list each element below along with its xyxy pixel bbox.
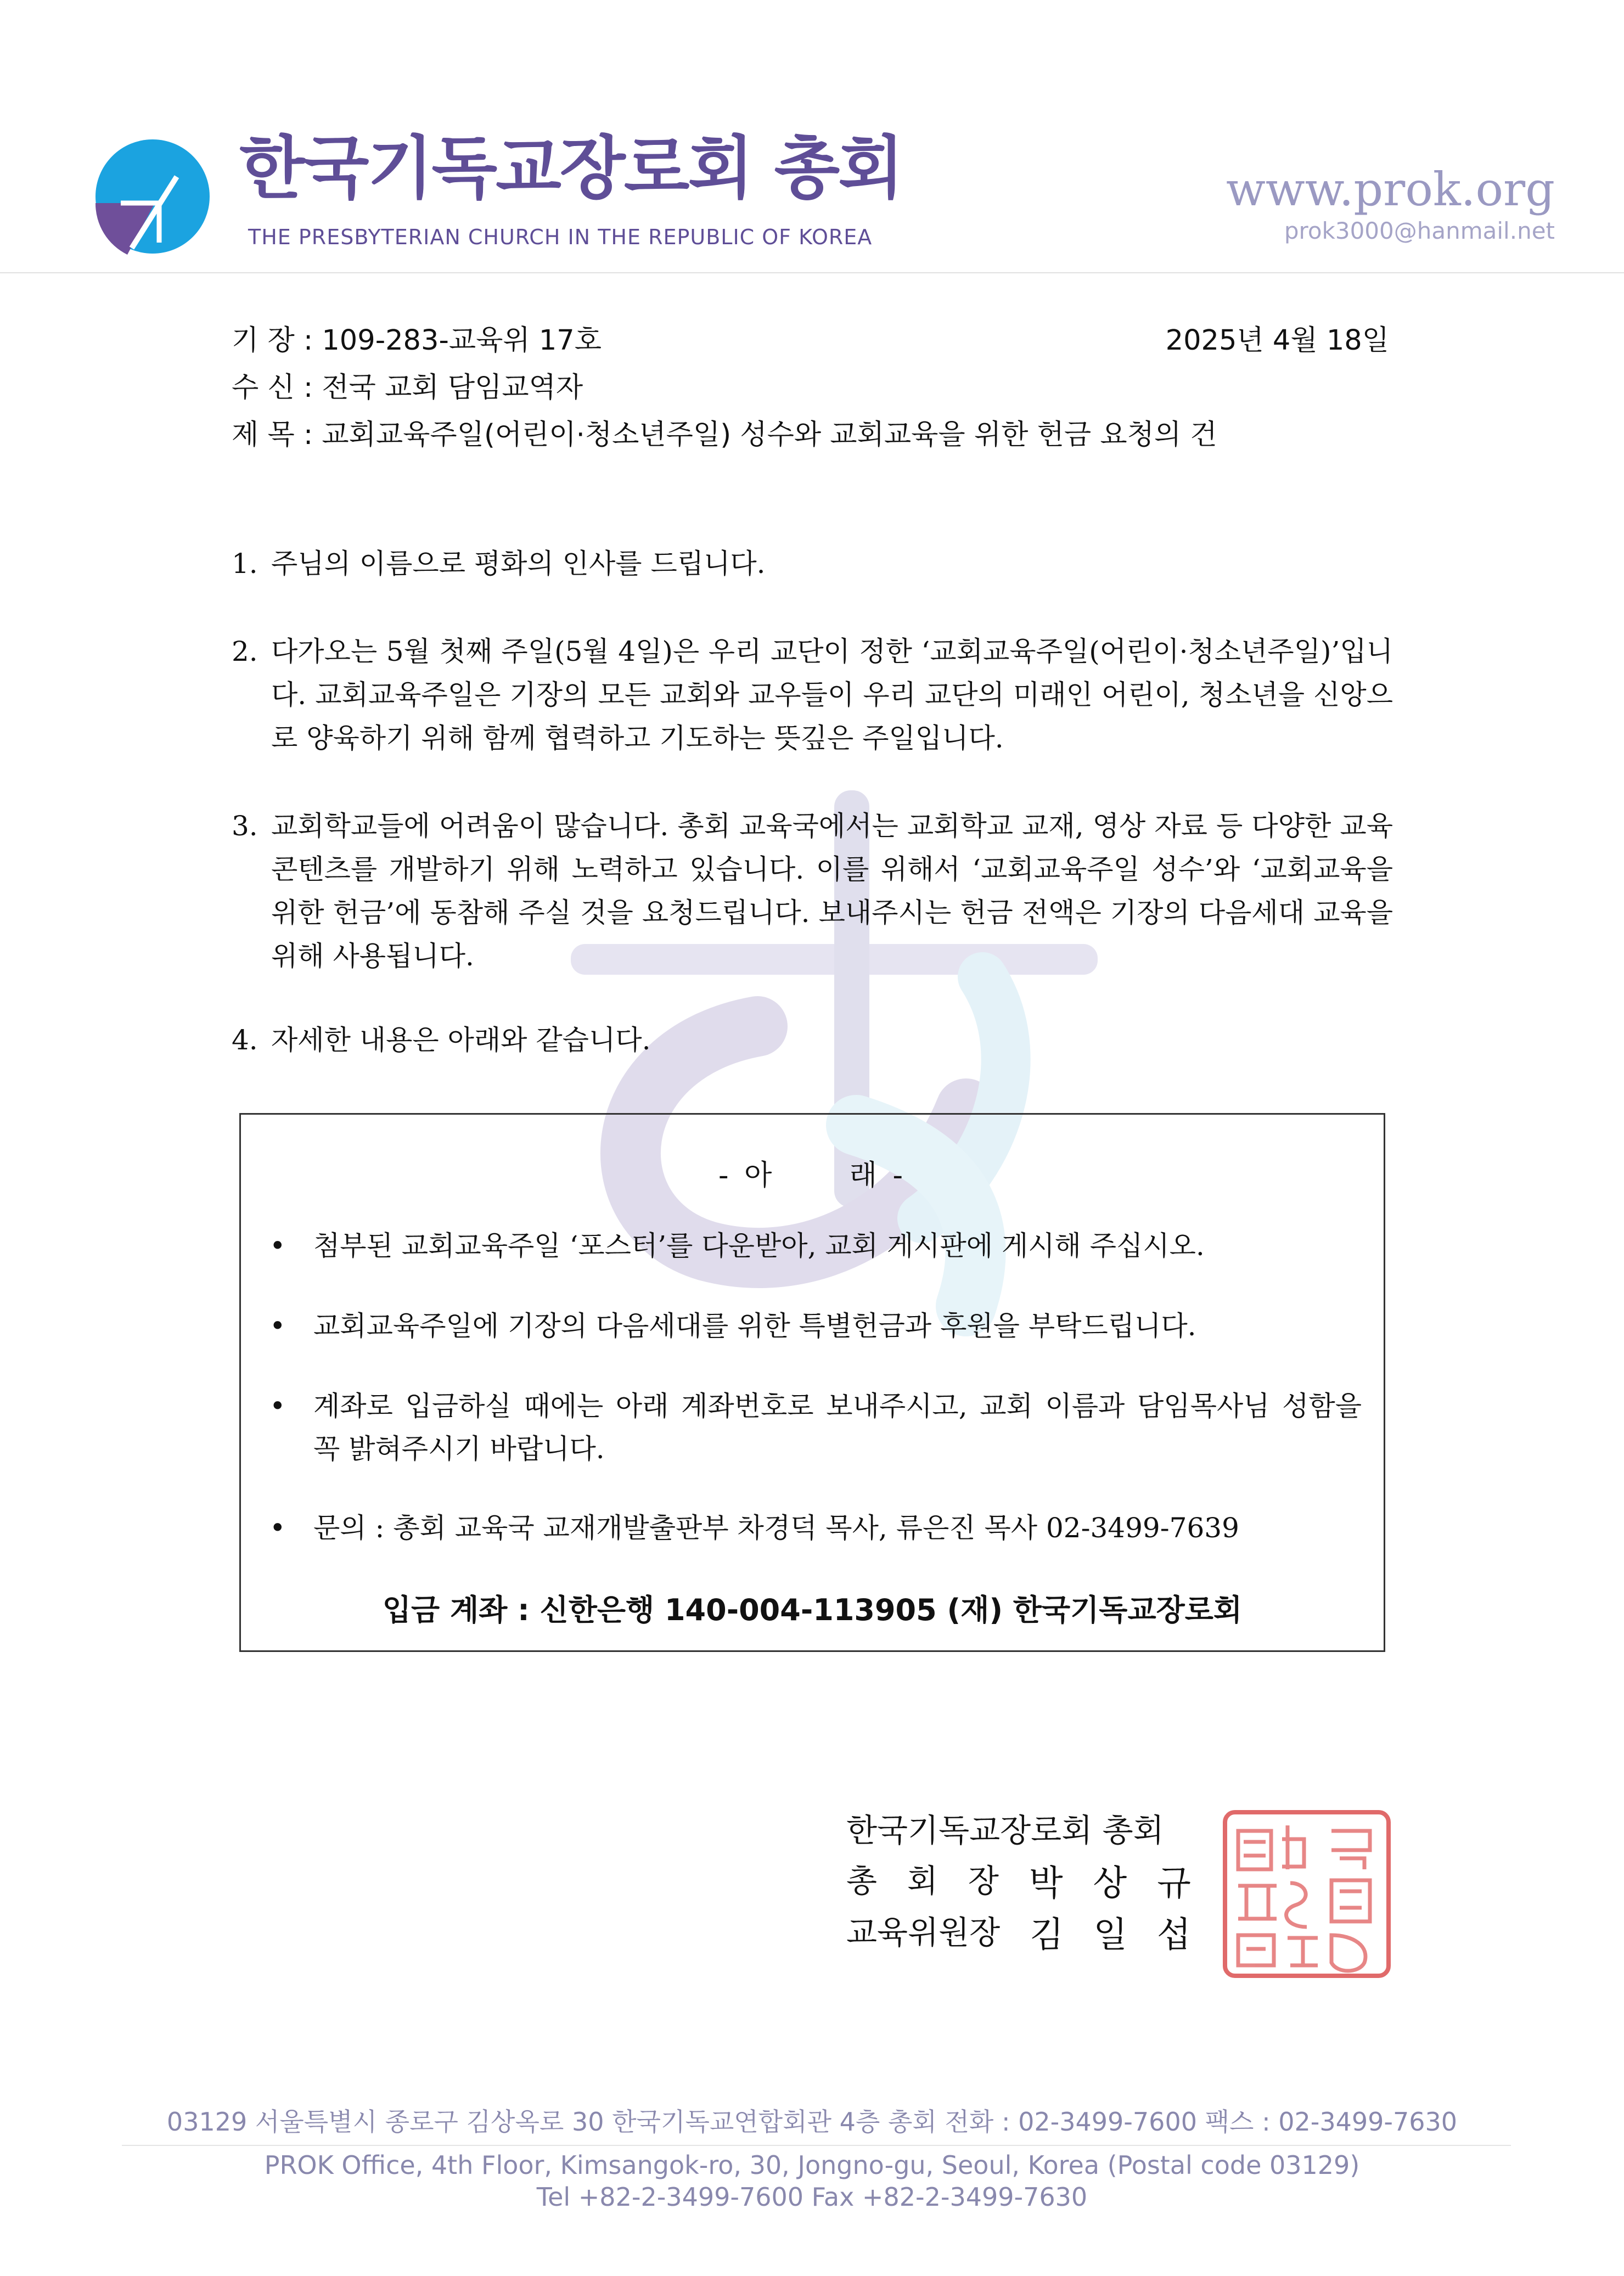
chair-title: 교육위원장: [846, 1914, 1001, 1951]
title-char: 회: [907, 1862, 938, 1900]
notice-item: [269, 1385, 1362, 1470]
prok-logo-icon: [94, 138, 211, 255]
paragraph-2: [232, 630, 1393, 760]
name-char: 상: [1093, 1863, 1127, 1904]
subject-value: 교회교육주일(어린이·청소년주일) 성수와 교회교육을 위한 헌금 요청의 건: [322, 419, 1217, 451]
notice-item-text: 계좌로 입금하실 때에는 아래 계좌번호로 보내주시고, 교회 이름과 담임목사님 성함을 꼭 밝혀주시기 바랍니다.: [313, 1390, 1362, 1465]
header-divider: [0, 272, 1624, 273]
bullet-icon: •: [269, 1230, 286, 1262]
paragraph-text: 자세한 내용은 아래와 같습니다.: [271, 1024, 651, 1056]
bullet-icon: •: [269, 1390, 286, 1422]
footer-address-korean: 03129 서울특별시 종로구 김상옥로 30 한국기독교연합회관 4층 총회 전화 : 02-3499-7600 팩스 : 02-3499-7630: [166, 2107, 1458, 2137]
notice-item: [269, 1507, 1362, 1549]
paragraph-number: 3.: [232, 810, 258, 842]
bank-account: 입금 계좌 : 신한은행 140-004-113905 (재) 한국기독교장로회: [382, 1593, 1243, 1627]
org-name-korean: 한국기독교장로회 총회: [239, 129, 903, 208]
website-link[interactable]: www.prok.org: [1226, 162, 1555, 216]
signature-org-name: 한국기독교장로회 총회: [846, 1812, 1164, 1849]
subject: [232, 412, 1217, 452]
name-char: 일: [1093, 1915, 1128, 1955]
signature-president-row: [846, 1855, 1191, 1906]
paragraph-text: 주님의 이름으로 평화의 인사를 드립니다.: [271, 548, 766, 580]
paragraph-3: [232, 805, 1393, 978]
footer-tel-fax: Tel +82-2-3499-7600 Fax +82-2-3499-7630: [536, 2182, 1088, 2212]
paragraph-4: [232, 1019, 1393, 1062]
document-date: 2025년 4월 18일: [1165, 324, 1389, 357]
notice-box: [239, 1113, 1385, 1652]
official-seal-icon: [1222, 1809, 1392, 1979]
bullet-icon: •: [269, 1310, 286, 1342]
title-char: 장: [968, 1862, 999, 1900]
notice-title: - 아 래 -: [718, 1159, 907, 1192]
paragraph-number: 2.: [232, 636, 258, 667]
bullet-icon: •: [269, 1512, 286, 1544]
footer-address-english: PROK Office, 4th Floor, Kimsangok-ro, 30, Jongno-gu, Seoul, Korea (Postal code 03129): [264, 2150, 1360, 2180]
signature-president: [846, 1855, 1191, 1906]
email-link[interactable]: prok3000@hanmail.net: [1284, 217, 1555, 244]
recipient: [232, 364, 583, 405]
signature-org-row: [846, 1805, 1191, 1851]
signature-chair-row: [846, 1907, 1191, 1957]
subject-label: 제 목 :: [232, 419, 313, 451]
paragraph-text: 교회학교들에 어려움이 많습니다. 총회 교육국에서는 교회학교 교재, 영상 자료 등 다양한 교육 콘텐츠를 개발하기 위해 노력하고 있습니다. 이를 위해서 ‘교회교육주일 성수’와 ‘교회교육을 위한 헌금’에 동참해 주실 것을 요청드립니다. 보내주시는 헌금 전액은 기장의 다음세대 교육을 위해 사용됩니다.: [271, 810, 1393, 972]
paragraph-text: 다가오는 5월 첫째 주일(5월 4일)은 우리 교단이 정한 ‘교회교육주일(어린이·청소년주일)’입니다. 교회교육주일은 기장의 모든 교회와 교우들이 우리 교단의 미래인 어린이, 청소년을 신앙으로 양육하기 위해 함께 협력하고 기도하는 뜻깊은 주일입니다.: [271, 636, 1393, 754]
recipient-value: 전국 교회 담임교역자: [322, 372, 583, 404]
paragraph-1: [232, 542, 1393, 586]
document-number-value: 109-283-교육위 17호: [322, 324, 602, 357]
notice-item-text: 문의 : 총회 교육국 교재개발출판부 차경덕 목사, 류은진 목사 02-3499-7639: [313, 1512, 1239, 1544]
paragraph-number: 1.: [232, 548, 258, 580]
name-char: 규: [1157, 1863, 1191, 1904]
org-name-english: THE PRESBYTERIAN CHURCH IN THE REPUBLIC OF KOREA: [248, 225, 873, 249]
recipient-label: 수 신 :: [232, 372, 313, 404]
notice-item-text: 첨부된 교회교육주일 ‘포스터’를 다운받아, 교회 게시판에 게시해 주십시오.: [313, 1230, 1205, 1262]
name-char: 박: [1029, 1863, 1063, 1904]
name-char: 김: [1030, 1915, 1064, 1955]
notice-item-text: 교회교육주일에 기장의 다음세대를 위한 특별헌금과 후원을 부탁드립니다.: [313, 1310, 1196, 1342]
title-char: 총: [846, 1862, 878, 1900]
signature-org: [846, 1805, 1191, 1851]
document-number: [232, 317, 602, 358]
paragraph-number: 4.: [232, 1024, 258, 1056]
signature-education-chair: [846, 1907, 1191, 1957]
notice-item: [269, 1305, 1362, 1347]
footer-divider: [122, 2145, 1511, 2146]
document-number-label: 기 장 :: [232, 324, 313, 357]
name-char: 섭: [1157, 1915, 1191, 1955]
notice-item: [269, 1224, 1362, 1267]
